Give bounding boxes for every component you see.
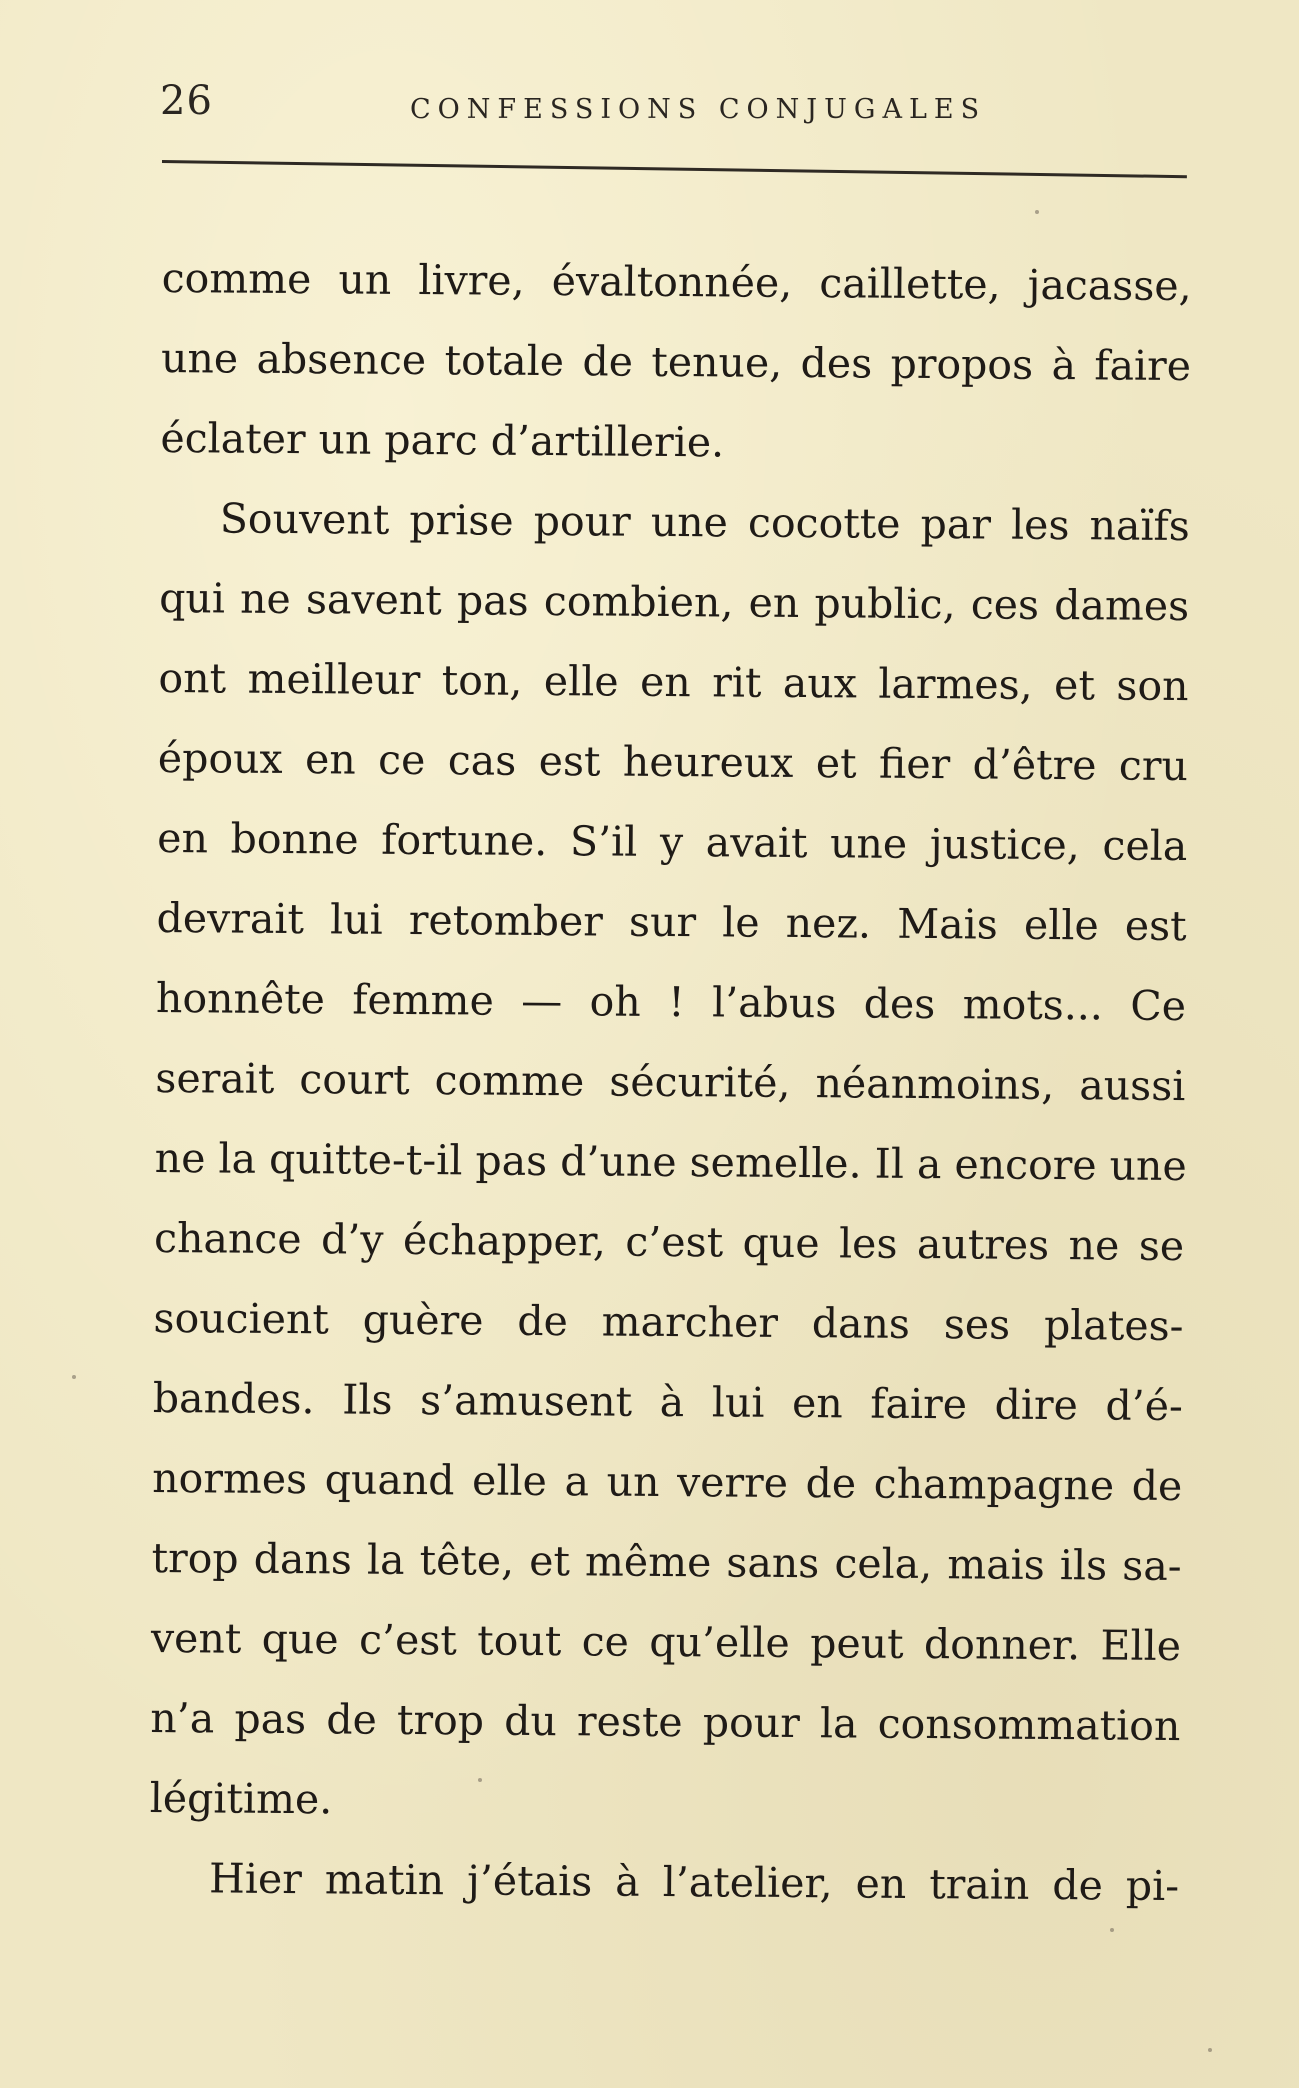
- text-line: vent que c’est tout ce qu’elle peut donner. Elle: [150, 1613, 1182, 1671]
- text-line: ont meilleur ton, elle en rit aux larmes, et son: [158, 653, 1189, 711]
- paper-speck: [1035, 210, 1039, 214]
- text-line: bandes. Ils s’amusent à lui en faire dire d’é-: [152, 1373, 1184, 1431]
- text-line: Souvent prise pour une cocotte par les naïfs: [219, 494, 1190, 551]
- text-line: trop dans la tête, et même sans cela, mais ils sa-: [151, 1533, 1182, 1591]
- paper-speck: [72, 1375, 76, 1379]
- text-line: soucient guère de marcher dans ses plates-: [153, 1293, 1184, 1351]
- text-line: Hier matin j’étais à l’atelier, en train de pi-: [208, 1854, 1180, 1911]
- header-rule: [162, 160, 1187, 178]
- text-line: comme un livre, évaltonnée, caillette, jacasse,: [161, 253, 1192, 311]
- paper-speck: [478, 1778, 482, 1782]
- text-line: légitime.: [149, 1773, 333, 1824]
- text-line: en bonne fortune. S’il y avait une justice, cela: [157, 813, 1188, 871]
- text-line: époux en ce cas est heureux et fier d’être cru: [157, 733, 1189, 791]
- text-line: serait court comme sécurité, néanmoins, aussi: [155, 1053, 1186, 1111]
- text-line: qui ne savent pas combien, en public, ces dames: [158, 573, 1190, 631]
- text-line: devrait lui retomber sur le nez. Mais elle est: [156, 893, 1187, 951]
- text-line: éclater un parc d’artillerie.: [160, 413, 725, 467]
- body-text: [149, 238, 1192, 1926]
- paper-speck: [1208, 2048, 1212, 2052]
- text-line: chance d’y échapper, c’est que les autres ne se: [153, 1213, 1185, 1271]
- text-line: ne la quitte-t-il pas d’une semelle. Il a encore une: [154, 1133, 1187, 1191]
- paper-speck: [1110, 1928, 1114, 1932]
- page-number: 26: [160, 78, 213, 124]
- running-head: [160, 78, 1190, 138]
- text-line: honnête femme — oh ! l’abus des mots... Ce: [155, 973, 1187, 1031]
- running-title: CONFESSIONS CONJUGALES: [410, 94, 987, 125]
- text-line: normes quand elle a un verre de champagne de: [152, 1453, 1183, 1511]
- text-line: une absence totale de tenue, des propos à faire: [160, 333, 1192, 391]
- text-line: n’a pas de trop du reste pour la consommation: [150, 1693, 1181, 1751]
